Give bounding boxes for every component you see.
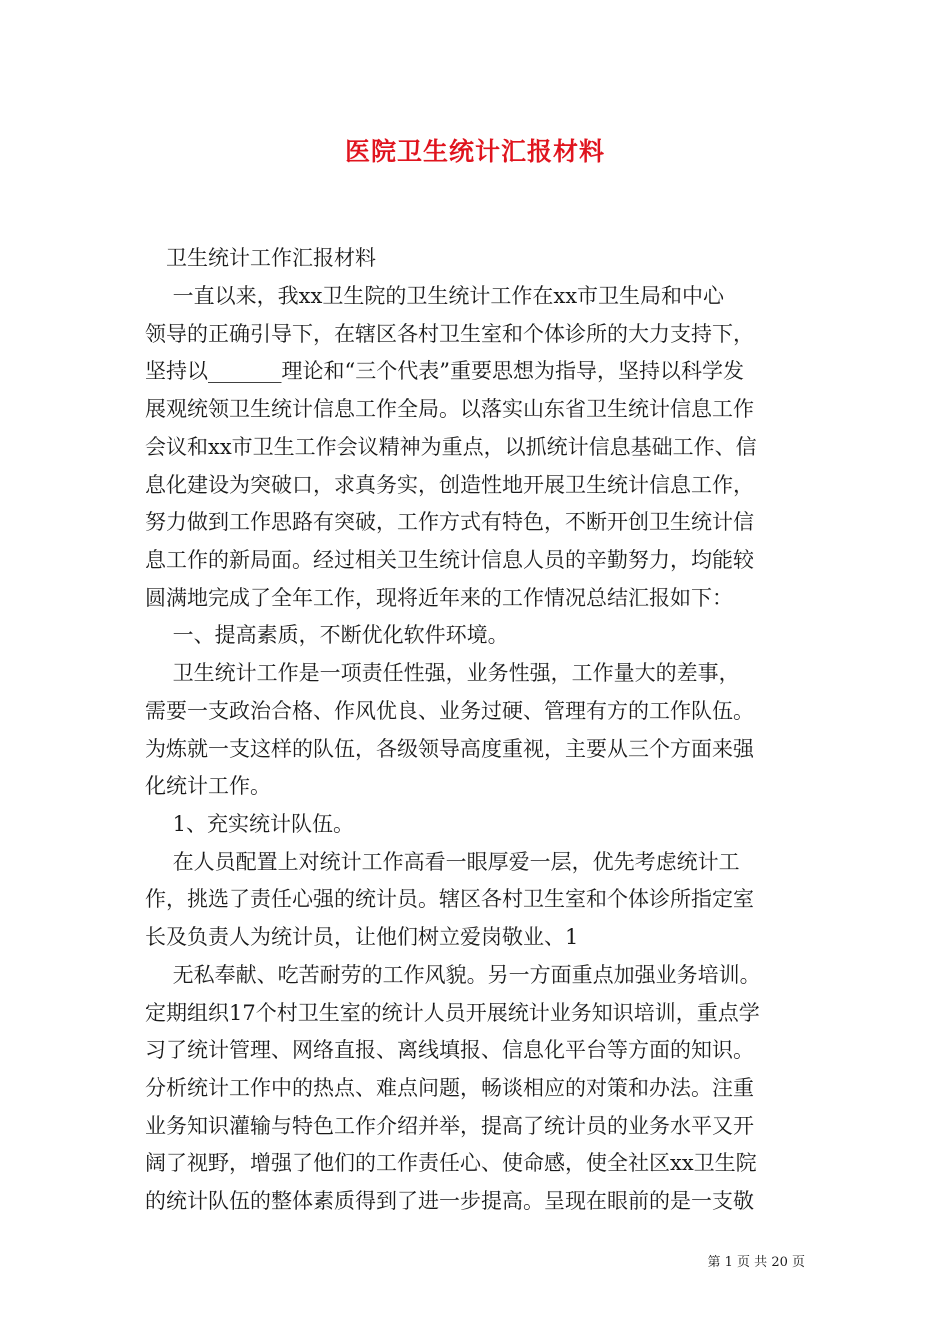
body-line: 努力做到工作思路有突破，工作方式有特色，不断开创卫生统计信 [145, 510, 754, 534]
section-heading: 一、提高素质，不断优化软件环境。 [145, 623, 509, 647]
body-line: 领导的正确引导下，在辖区各村卫生室和个体诊所的大力支持下， [145, 322, 754, 346]
body-line: 息化建设为突破口，求真务实，创造性地开展卫生统计信息工作， [145, 473, 754, 497]
body-line: 无私奉献、吃苦耐劳的工作风貌。另一方面重点加强业务培训。 [145, 963, 761, 987]
body-line: 长及负责人为统计员，让他们树立爱岗敬业、1 [145, 925, 579, 949]
body-line: 展观统领卫生统计信息工作全局。以落实山东省卫生统计信息工作 [145, 397, 754, 421]
body-line: 定期组织17个村卫生室的统计人员开展统计业务知识培训，重点学 [145, 1001, 760, 1025]
document-title: 医院卫生统计汇报材料 [344, 137, 605, 166]
body-line: 习了统计管理、网络直报、离线填报、信息化平台等方面的知识。 [145, 1038, 754, 1062]
body-line: 化统计工作。 [145, 774, 271, 798]
body-line: 业务知识灌输与特色工作介绍并举，提高了统计员的业务水平又开 [145, 1114, 754, 1138]
body-line: 息工作的新局面。经过相关卫生统计信息人员的辛勤努力，均能较 [145, 548, 754, 572]
body-line: 的统计队伍的整体素质得到了进一步提高。呈现在眼前的是一支敬 [145, 1189, 754, 1213]
body-line: 会议和xx市卫生工作会议精神为重点，以抓统计信息基础工作、信 [145, 435, 757, 459]
body-line: 分析统计工作中的热点、难点问题，畅谈相应的对策和办法。注重 [145, 1076, 754, 1100]
body-line: 作，挑选了责任心强的统计员。辖区各村卫生室和个体诊所指定室 [145, 887, 754, 911]
body-line: 坚持以_______理论和“三个代表”重要思想为指导，坚持以科学发 [145, 359, 744, 383]
body-line: 圆满地完成了全年工作，现将近年来的工作情况总结汇报如下： [145, 586, 733, 610]
body-line: 在人员配置上对统计工作高看一眼厚爱一层，优先考虑统计工 [145, 850, 740, 874]
body-line: 卫生统计工作是一项责任性强，业务性强，工作量大的差事， [145, 661, 740, 685]
body-line: 阔了视野，增强了他们的工作责任心、使命感，使全社区xx卫生院 [145, 1151, 757, 1175]
body-line: 卫生统计工作汇报材料 [145, 246, 376, 270]
body-line: 为炼就一支这样的队伍，各级领导高度重视，主要从三个方面来强 [145, 737, 754, 761]
body-line: 需要一支政治合格、作风优良、业务过硬、管理有方的工作队伍。 [145, 699, 754, 723]
page-number-footer: 第 1 页 共 20 页 [707, 1255, 805, 1270]
body-line: 一直以来，我xx卫生院的卫生统计工作在xx市卫生局和中心 [145, 284, 725, 308]
subsection-heading: 1、充实统计队伍。 [145, 812, 355, 836]
